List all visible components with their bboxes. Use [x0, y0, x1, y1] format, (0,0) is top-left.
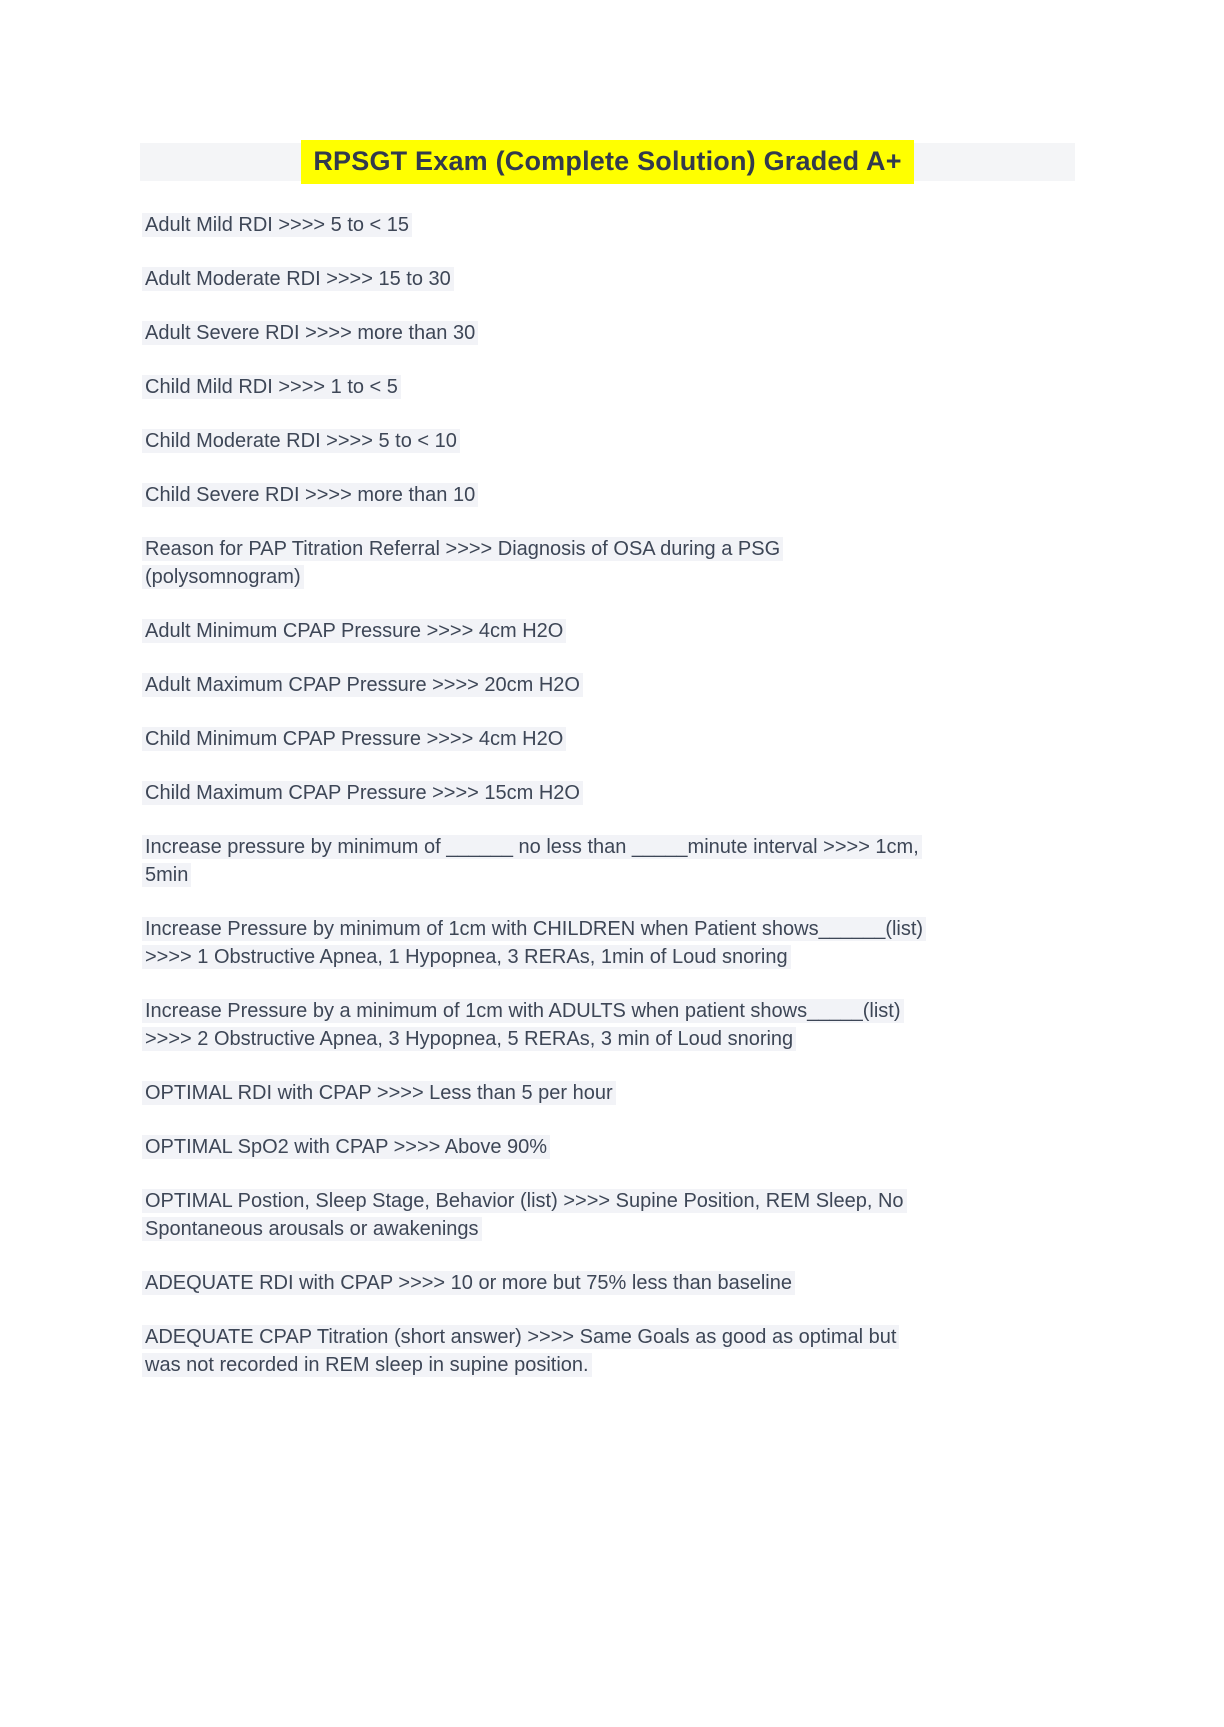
qa-line-text: Child Mild RDI >>>> 1 to < 5 — [142, 375, 401, 399]
qa-line-text: OPTIMAL SpO2 with CPAP >>>> Above 90% — [142, 1135, 550, 1159]
page-title: RPSGT Exam (Complete Solution) Graded A+ — [301, 140, 913, 184]
qa-item — [142, 779, 1082, 807]
qa-line — [142, 211, 1082, 239]
qa-line — [142, 1187, 1082, 1215]
qa-line-text: Child Severe RDI >>>> more than 10 — [142, 483, 478, 507]
qa-line — [142, 1079, 1082, 1107]
title-bar — [140, 143, 1075, 181]
qa-line-text: Spontaneous arousals or awakenings — [142, 1217, 482, 1241]
qa-item — [142, 265, 1082, 293]
qa-line — [142, 617, 1082, 645]
qa-line — [142, 427, 1082, 455]
qa-item — [142, 671, 1082, 699]
qa-line — [142, 1351, 1082, 1379]
qa-line — [142, 779, 1082, 807]
qa-line-text: Adult Mild RDI >>>> 5 to < 15 — [142, 213, 412, 237]
qa-line — [142, 997, 1082, 1025]
qa-item — [142, 617, 1082, 645]
qa-line-text: >>>> 2 Obstructive Apnea, 3 Hypopnea, 5 RERAs, 3 min of Loud snoring — [142, 1027, 796, 1051]
qa-line-text: OPTIMAL Postion, Sleep Stage, Behavior (list) >>>> Supine Position, REM Sleep, No — [142, 1189, 907, 1213]
qa-line — [142, 535, 1082, 563]
qa-item — [142, 319, 1082, 347]
qa-line-text: ADEQUATE CPAP Titration (short answer) >>>> Same Goals as good as optimal but — [142, 1325, 899, 1349]
qa-item — [142, 1323, 1082, 1379]
qa-line-text: Child Minimum CPAP Pressure >>>> 4cm H2O — [142, 727, 566, 751]
qa-list — [142, 211, 1082, 1379]
qa-line — [142, 861, 1082, 889]
qa-line — [142, 265, 1082, 293]
qa-line-text: Child Maximum CPAP Pressure >>>> 15cm H2O — [142, 781, 583, 805]
qa-line — [142, 1025, 1082, 1053]
qa-line-text: Child Moderate RDI >>>> 5 to < 10 — [142, 429, 460, 453]
qa-line — [142, 1215, 1082, 1243]
qa-line-text: ADEQUATE RDI with CPAP >>>> 10 or more but 75% less than baseline — [142, 1271, 795, 1295]
qa-line — [142, 943, 1082, 971]
qa-line — [142, 915, 1082, 943]
qa-line — [142, 833, 1082, 861]
qa-line-text: Adult Minimum CPAP Pressure >>>> 4cm H2O — [142, 619, 566, 643]
qa-line — [142, 1269, 1082, 1297]
qa-line-text: >>>> 1 Obstructive Apnea, 1 Hypopnea, 3 RERAs, 1min of Loud snoring — [142, 945, 791, 969]
qa-item — [142, 1079, 1082, 1107]
qa-item — [142, 481, 1082, 509]
qa-line — [142, 1133, 1082, 1161]
qa-item — [142, 1187, 1082, 1243]
qa-line — [142, 563, 1082, 591]
qa-line-text: Adult Maximum CPAP Pressure >>>> 20cm H2O — [142, 673, 583, 697]
qa-item — [142, 1133, 1082, 1161]
qa-line-text: Reason for PAP Titration Referral >>>> Diagnosis of OSA during a PSG — [142, 537, 783, 561]
document-page — [0, 143, 1224, 1727]
qa-item — [142, 373, 1082, 401]
qa-line — [142, 671, 1082, 699]
qa-item — [142, 211, 1082, 239]
qa-line — [142, 373, 1082, 401]
qa-item — [142, 535, 1082, 591]
qa-line-text: Increase pressure by minimum of ______ no less than _____minute interval >>>> 1cm, — [142, 835, 922, 859]
qa-item — [142, 997, 1082, 1053]
qa-item — [142, 915, 1082, 971]
qa-item — [142, 427, 1082, 455]
qa-line-text: Increase Pressure by a minimum of 1cm with ADULTS when patient shows_____(list) — [142, 999, 904, 1023]
qa-line — [142, 481, 1082, 509]
qa-item — [142, 725, 1082, 753]
qa-item — [142, 833, 1082, 889]
qa-line — [142, 319, 1082, 347]
qa-line-text: Increase Pressure by minimum of 1cm with CHILDREN when Patient shows______(list) — [142, 917, 926, 941]
qa-line-text: Adult Moderate RDI >>>> 15 to 30 — [142, 267, 454, 291]
qa-line-text: (polysomnogram) — [142, 565, 304, 589]
qa-line-text: 5min — [142, 863, 191, 887]
qa-line — [142, 725, 1082, 753]
qa-line — [142, 1323, 1082, 1351]
qa-line-text: Adult Severe RDI >>>> more than 30 — [142, 321, 478, 345]
qa-line-text: was not recorded in REM sleep in supine position. — [142, 1353, 592, 1377]
qa-line-text: OPTIMAL RDI with CPAP >>>> Less than 5 per hour — [142, 1081, 616, 1105]
qa-item — [142, 1269, 1082, 1297]
